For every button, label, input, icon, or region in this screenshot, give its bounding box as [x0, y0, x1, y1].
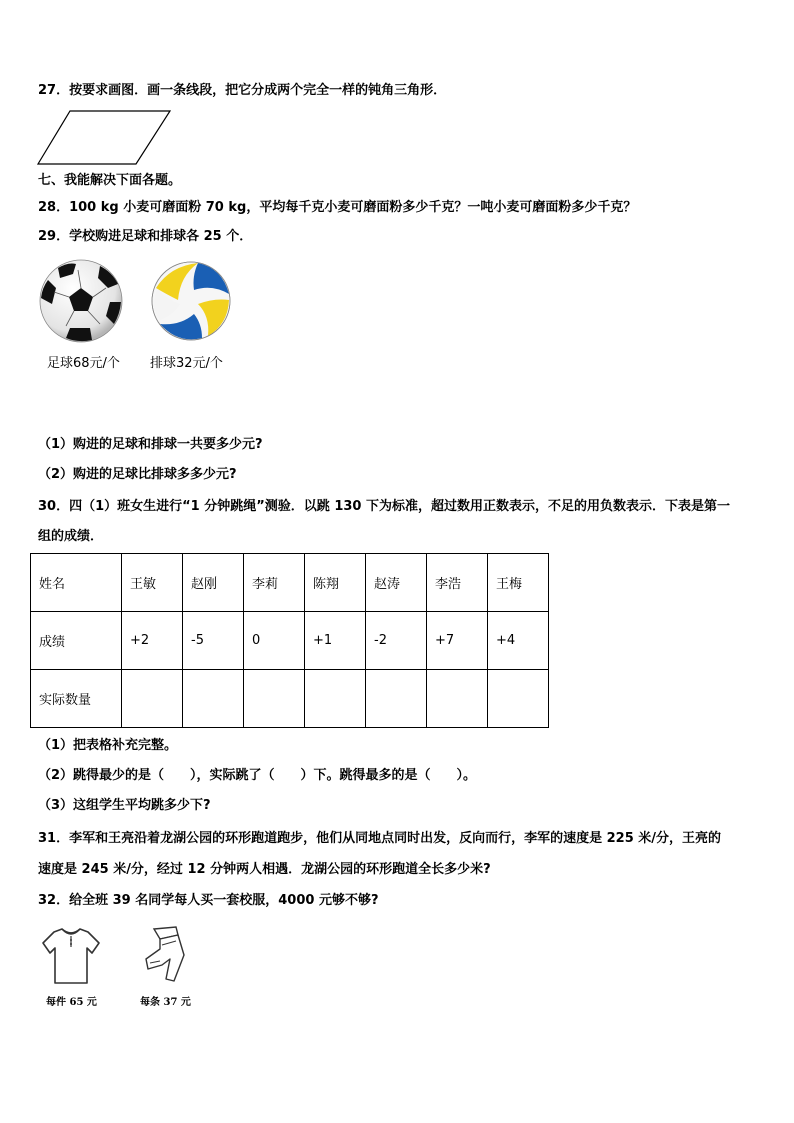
- table-row-scores: [31, 612, 549, 670]
- actual-cell[interactable]: [183, 670, 244, 728]
- name-cell: 赵涛: [366, 554, 427, 612]
- q30-line1: 30．四（1）班女生进行“1 分钟跳绳”测验．以跳 130 下为标准，超过数用正数表示，不足的用负数表示．下表是第一: [38, 499, 730, 514]
- table-row-names: [31, 554, 549, 612]
- score-cell: -2: [366, 612, 427, 670]
- table-row-actual: [31, 670, 549, 728]
- name-cell: 李莉: [244, 554, 305, 612]
- section7-title: 七、我能解决下面各题。: [38, 173, 182, 188]
- q29-sub1: （1）购进的足球和排球一共要多少元?: [38, 437, 263, 452]
- score-cell: -5: [183, 612, 244, 670]
- parallelogram-figure: [36, 110, 172, 166]
- q28-text: 28．100 kg 小麦可磨面粉 70 kg，平均每千克小麦可磨面粉多少千克？一吨小麦可磨面粉多少千克？: [38, 200, 637, 215]
- q32-text: 32．给全班 39 名同学每人买一套校服，4000 元够不够?: [38, 893, 379, 908]
- name-cell: 李浩: [427, 554, 488, 612]
- score-cell: 0: [244, 612, 305, 670]
- volleyball-image: [150, 260, 232, 342]
- q30-sub2: （2）跳得最少的是（ ），实际跳了（ ）下。跳得最多的是（ ）。: [38, 768, 477, 783]
- pants-price-caption: 每条 37 元: [140, 997, 191, 1008]
- score-cell: +7: [427, 612, 488, 670]
- actual-cell[interactable]: [122, 670, 183, 728]
- shirt-price-caption: 每件 65 元: [46, 997, 97, 1008]
- score-cell: +2: [122, 612, 183, 670]
- name-cell: 王敏: [122, 554, 183, 612]
- score-cell: +4: [488, 612, 549, 670]
- soccer-ball-image: [38, 258, 124, 344]
- q30-sub1: （1）把表格补充完整。: [38, 738, 178, 753]
- actual-cell[interactable]: [488, 670, 549, 728]
- row-header-name: 姓名: [31, 554, 122, 612]
- row-header-score: 成绩: [31, 612, 122, 670]
- q29-sub2: （2）购进的足球比排球多多少元?: [38, 467, 237, 482]
- pants-image: [140, 925, 190, 985]
- volleyball-price-caption: 排球32元/个: [150, 356, 223, 371]
- score-table: [30, 553, 549, 728]
- name-cell: 赵刚: [183, 554, 244, 612]
- q31-line1: 31．李军和王亮沿着龙湖公园的环形跑道跑步，他们从同地点同时出发，反向而行，李军的速度是 225 米/分，王亮的: [38, 831, 722, 846]
- actual-cell[interactable]: [305, 670, 366, 728]
- q30-line2: 组的成绩．: [38, 529, 104, 544]
- q29-text: 29．学校购进足球和排球各 25 个．: [38, 229, 253, 244]
- actual-cell[interactable]: [366, 670, 427, 728]
- shirt-image: [40, 925, 102, 987]
- name-cell: 王梅: [488, 554, 549, 612]
- q27-text: 27．按要求画图．画一条线段，把它分成两个完全一样的钝角三角形．: [38, 83, 447, 98]
- row-header-actual: 实际数量: [31, 670, 122, 728]
- q31-line2: 速度是 245 米/分，经过 12 分钟两人相遇．龙湖公园的环形跑道全长多少米?: [38, 862, 491, 877]
- q30-sub3: （3）这组学生平均跳多少下?: [38, 798, 211, 813]
- soccer-price-caption: 足球68元/个: [47, 356, 120, 371]
- name-cell: 陈翔: [305, 554, 366, 612]
- actual-cell[interactable]: [244, 670, 305, 728]
- actual-cell[interactable]: [427, 670, 488, 728]
- score-cell: +1: [305, 612, 366, 670]
